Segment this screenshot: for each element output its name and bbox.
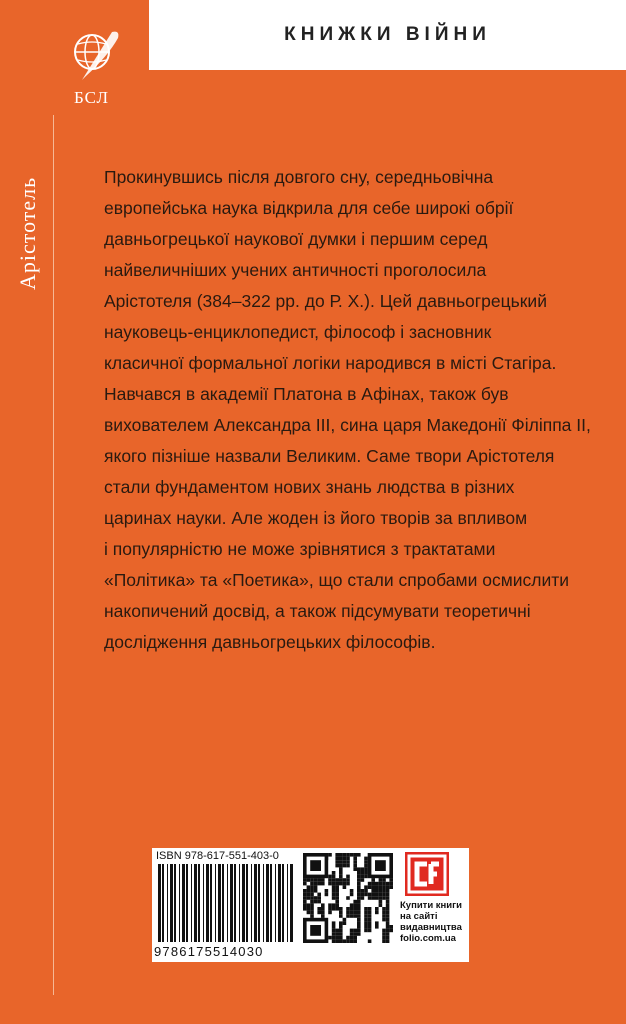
description-line: класичної формальної логіки народився в місті Стагіра. — [104, 353, 557, 373]
description-line: найвеличніших учених античності проголосила — [104, 260, 487, 280]
spine-author: Арістотель — [15, 176, 40, 290]
publisher-logo — [68, 26, 128, 116]
spine-divider — [53, 115, 54, 995]
publisher-logo-text: БСЛ — [74, 88, 110, 107]
description-line: царинах науки. Але жоден із його творів за впливом — [104, 508, 528, 528]
description-line: накопичений досвід, а також підсумувати теоретичні — [104, 601, 531, 621]
store-link[interactable]: folio.com.ua — [400, 933, 456, 944]
qr-code-icon[interactable] — [303, 853, 393, 943]
series-title: КНИЖКИ ВІЙНИ — [284, 24, 491, 45]
description-line: «Політика» та «Поетика», що стали спробами осмислити — [104, 570, 570, 590]
description-line: давньогрецької наукової думки і першим серед — [104, 229, 488, 249]
description-line: науковець-енциклопедист, філософ і засновник — [104, 322, 492, 342]
barcode-icon — [156, 864, 298, 944]
description-line: якого пізніше назвали Великим. Саме твори Арістотеля — [104, 446, 555, 466]
barcode-number: 9786175514030 — [154, 944, 264, 959]
description-line: Прокинувшись після довгого сну, середньовічна — [104, 167, 494, 187]
description-line: і популярністю не може зрівнятися з трактатами — [104, 539, 496, 559]
store-promo — [400, 900, 466, 944]
store-promo-line: Купити книги — [400, 900, 462, 911]
store-promo-line: на сайті — [400, 911, 438, 922]
description-line: Навчався в академії Платона в Афінах, також був — [104, 384, 509, 404]
description-line: Арістотеля (384–322 рр. до Р. Х.). Цей давньогрецький — [104, 291, 547, 311]
description-line: дослідження давньогрецьких філософів. — [104, 632, 436, 652]
description-line: европейська наука відкрила для себе широкі обрії — [104, 198, 514, 218]
barcode-panel — [152, 848, 469, 962]
description-line: вихователем Александра III, сина царя Македонії Філіппа II, — [104, 415, 591, 435]
isbn-text: ISBN 978-617-551-403-0 — [156, 850, 279, 862]
store-promo-line: видавництва — [400, 922, 462, 933]
globe-quill-icon — [68, 26, 124, 84]
description-line: стали фундаментом нових знань людства в різних — [104, 477, 515, 497]
book-description — [104, 162, 600, 658]
cf-logo-icon — [405, 852, 449, 896]
series-banner — [149, 0, 626, 70]
